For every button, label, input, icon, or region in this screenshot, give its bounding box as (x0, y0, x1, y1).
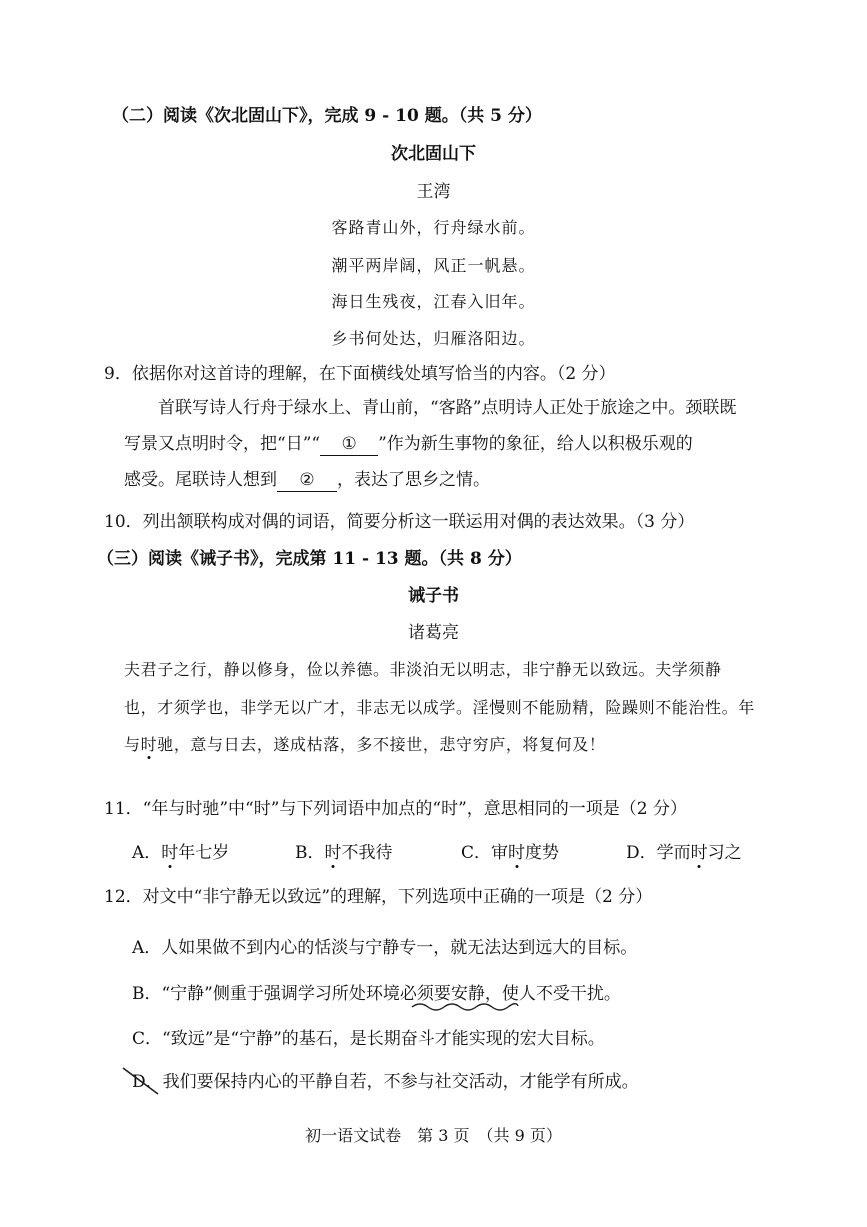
q9-line2-start: 写景又点明时令，把“日”“ (124, 434, 321, 454)
option-letter: B． (295, 843, 325, 863)
option-text-end: 度势 (525, 843, 560, 863)
essay-text-line-3 (124, 733, 605, 757)
question-9-paragraph-line-2 (124, 432, 693, 456)
q9-line3-start: 感受。尾联诗人想到 (124, 470, 277, 490)
essay-author: 诸葛亮 (408, 623, 459, 643)
essay-line3-start: 与 (124, 735, 141, 754)
question-9-paragraph-line-3 (124, 468, 490, 492)
dotted-char: 时 (324, 843, 342, 863)
q11-option-c (461, 841, 559, 865)
section-2-heading: （二）阅读《次北固山下》，完成 9 - 10 题。（共 5 分） (112, 106, 542, 126)
option-text-end: 年七岁 (178, 843, 230, 863)
dotted-char: 时 (690, 843, 708, 863)
question-9-paragraph-line-1: 首联写诗人行舟于绿水上、青山前，“客路”点明诗人正处于旅途之中。颈联既 (158, 398, 737, 418)
essay-line3-end: 驰，意与日去，遂成枯落，多不接世，悲守穷庐，将复何及！ (157, 735, 606, 754)
poem-title: 次北固山下 (391, 144, 476, 164)
question-9-stem: 9．依据你对这首诗的理解，在下面横线处填写恰当的内容。（2 分） (104, 364, 616, 384)
option-letter: A． (132, 843, 162, 863)
question-11-stem: 11．“年与时驰”中“时”与下列词语中加点的“时”，意思相同的一项是（2 分） (104, 799, 687, 819)
blank-1: ① (320, 433, 378, 456)
option-text-start: 审 (491, 843, 509, 863)
q9-line2-end: ”作为新生事物的象征，给人以积极乐观的 (378, 434, 693, 454)
question-10-stem: 10．列出颔联构成对偶的词语，简要分析这一联运用对偶的表达效果。（3 分） (104, 512, 695, 532)
q11-option-b (295, 841, 393, 865)
option-text-start: 学而 (656, 843, 691, 863)
q11-option-d (626, 841, 742, 865)
dotted-char: 时 (508, 843, 526, 863)
poem-line-2: 潮平两岸阔，风正一帆悬。 (331, 256, 536, 275)
dotted-char: 时 (161, 843, 179, 863)
section-3-heading: （三）阅读《诫子书》，完成第 11 - 13 题。（共 8 分） (97, 549, 522, 569)
option-text-end: 习之 (707, 843, 742, 863)
q12-option-a: A．人如果做不到内心的恬淡与宁静专一，就无法达到远大的目标。 (132, 938, 638, 958)
essay-title: 诫子书 (408, 586, 459, 606)
poem-line-1: 客路青山外，行舟绿水前。 (331, 218, 536, 237)
poem-author: 王湾 (416, 182, 451, 202)
q12-option-c: C．“致远”是“宁静”的基石，是长期奋斗才能实现的宏大目标。 (132, 1029, 605, 1049)
poem-line-4: 乡书何处达，归雁洛阳边。 (331, 329, 536, 348)
option-text-end: 不我待 (341, 843, 393, 863)
emphasis-dot-char: 时 (140, 735, 158, 754)
q9-line3-end: ，表达了思乡之情。 (337, 470, 490, 490)
option-letter: D． (626, 843, 657, 863)
essay-text-line-2: 也，才须学也，非学无以广才，非志无以成学。淫慢则不能励精，险躁则不能治性。年 (124, 698, 755, 717)
q11-option-a (132, 841, 229, 865)
essay-text-line-1: 夫君子之行，静以修身，俭以养德。非淡泊无以明志，非宁静无以致远。夫学须静 (124, 660, 722, 679)
question-12-stem: 12．对文中“非宁静无以致远”的理解，下列选项中正确的一项是（2 分） (104, 887, 653, 907)
q12-option-b: B．“宁静”侧重于强调学习所处环境必须要安静，使人不受干扰。 (132, 984, 621, 1004)
blank-2: ② (277, 469, 337, 492)
poem-line-3: 海日生残夜，江春入旧年。 (331, 292, 536, 311)
q12-option-d: D．我们要保持内心的平静自若，不参与社交活动，才能学有所成。 (132, 1072, 639, 1092)
page-footer: 初一语文试卷 第 3 页 （共 9 页） (305, 1126, 562, 1145)
option-letter: C． (461, 843, 492, 863)
